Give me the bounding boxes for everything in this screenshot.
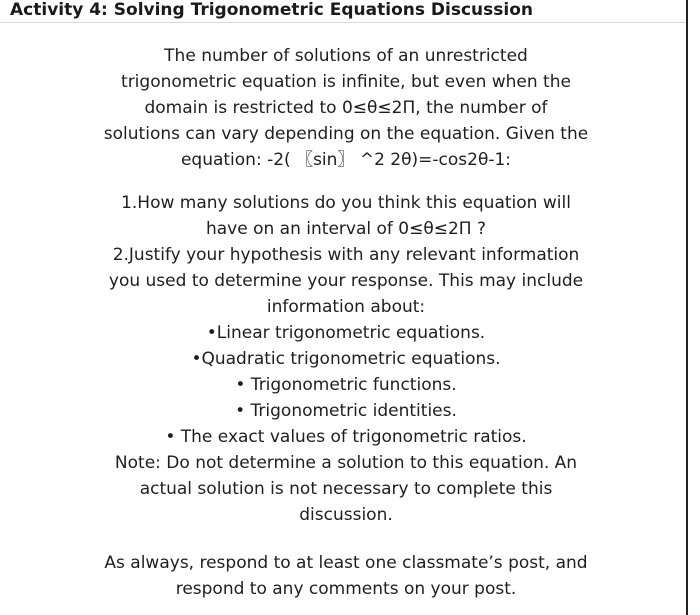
spacer bbox=[30, 173, 662, 190]
bullet-list bbox=[30, 320, 662, 450]
question-line: you used to determine your response. This may include bbox=[108, 271, 584, 291]
intro-line: solutions can vary depending on the equation. Given the bbox=[103, 124, 589, 144]
note-block bbox=[30, 450, 662, 528]
closing-paragraph bbox=[30, 550, 662, 602]
question-line: 1.How many solutions do you think this equation will bbox=[121, 193, 571, 213]
closing-line: As always, respond to at least one classmate’s post, and bbox=[104, 553, 588, 573]
spacer bbox=[30, 528, 662, 550]
intro-line: domain is restricted to 0≤θ≤2Π, the number of bbox=[144, 98, 548, 118]
question-line: 2.Justify your hypothesis with any relevant information bbox=[112, 245, 580, 265]
note-line: discussion. bbox=[299, 505, 393, 525]
closing-line: respond to any comments on your post. bbox=[175, 579, 517, 599]
page-title: Activity 4: Solving Trigonometric Equations Discussion bbox=[10, 0, 533, 20]
intro-line: The number of solutions of an unrestricted bbox=[164, 46, 528, 66]
title-divider bbox=[0, 22, 686, 23]
bullet-item: • The exact values of trigonometric ratios. bbox=[165, 427, 527, 447]
bullet-item: •Linear trigonometric equations. bbox=[206, 323, 486, 343]
question-line: have on an interval of 0≤θ≤2Π ? bbox=[205, 219, 487, 239]
note-line: Note: Do not determine a solution to this equation. An bbox=[114, 453, 578, 473]
bullet-item: • Trigonometric functions. bbox=[235, 375, 457, 395]
right-border bbox=[686, 0, 688, 615]
questions-block bbox=[30, 190, 662, 320]
intro-line: equation: -2( 〖sin〗 ^2 2θ)=-cos2θ-1: bbox=[180, 150, 512, 170]
bullet-item: • Trigonometric identities. bbox=[235, 401, 457, 421]
question-line: information about: bbox=[266, 297, 426, 317]
intro-line: trigonometric equation is infinite, but even when the bbox=[121, 72, 571, 92]
discussion-prompt bbox=[30, 43, 662, 602]
bullet-item: •Quadratic trigonometric equations. bbox=[191, 349, 501, 369]
intro-paragraph bbox=[30, 43, 662, 173]
note-line: actual solution is not necessary to complete this bbox=[139, 479, 553, 499]
